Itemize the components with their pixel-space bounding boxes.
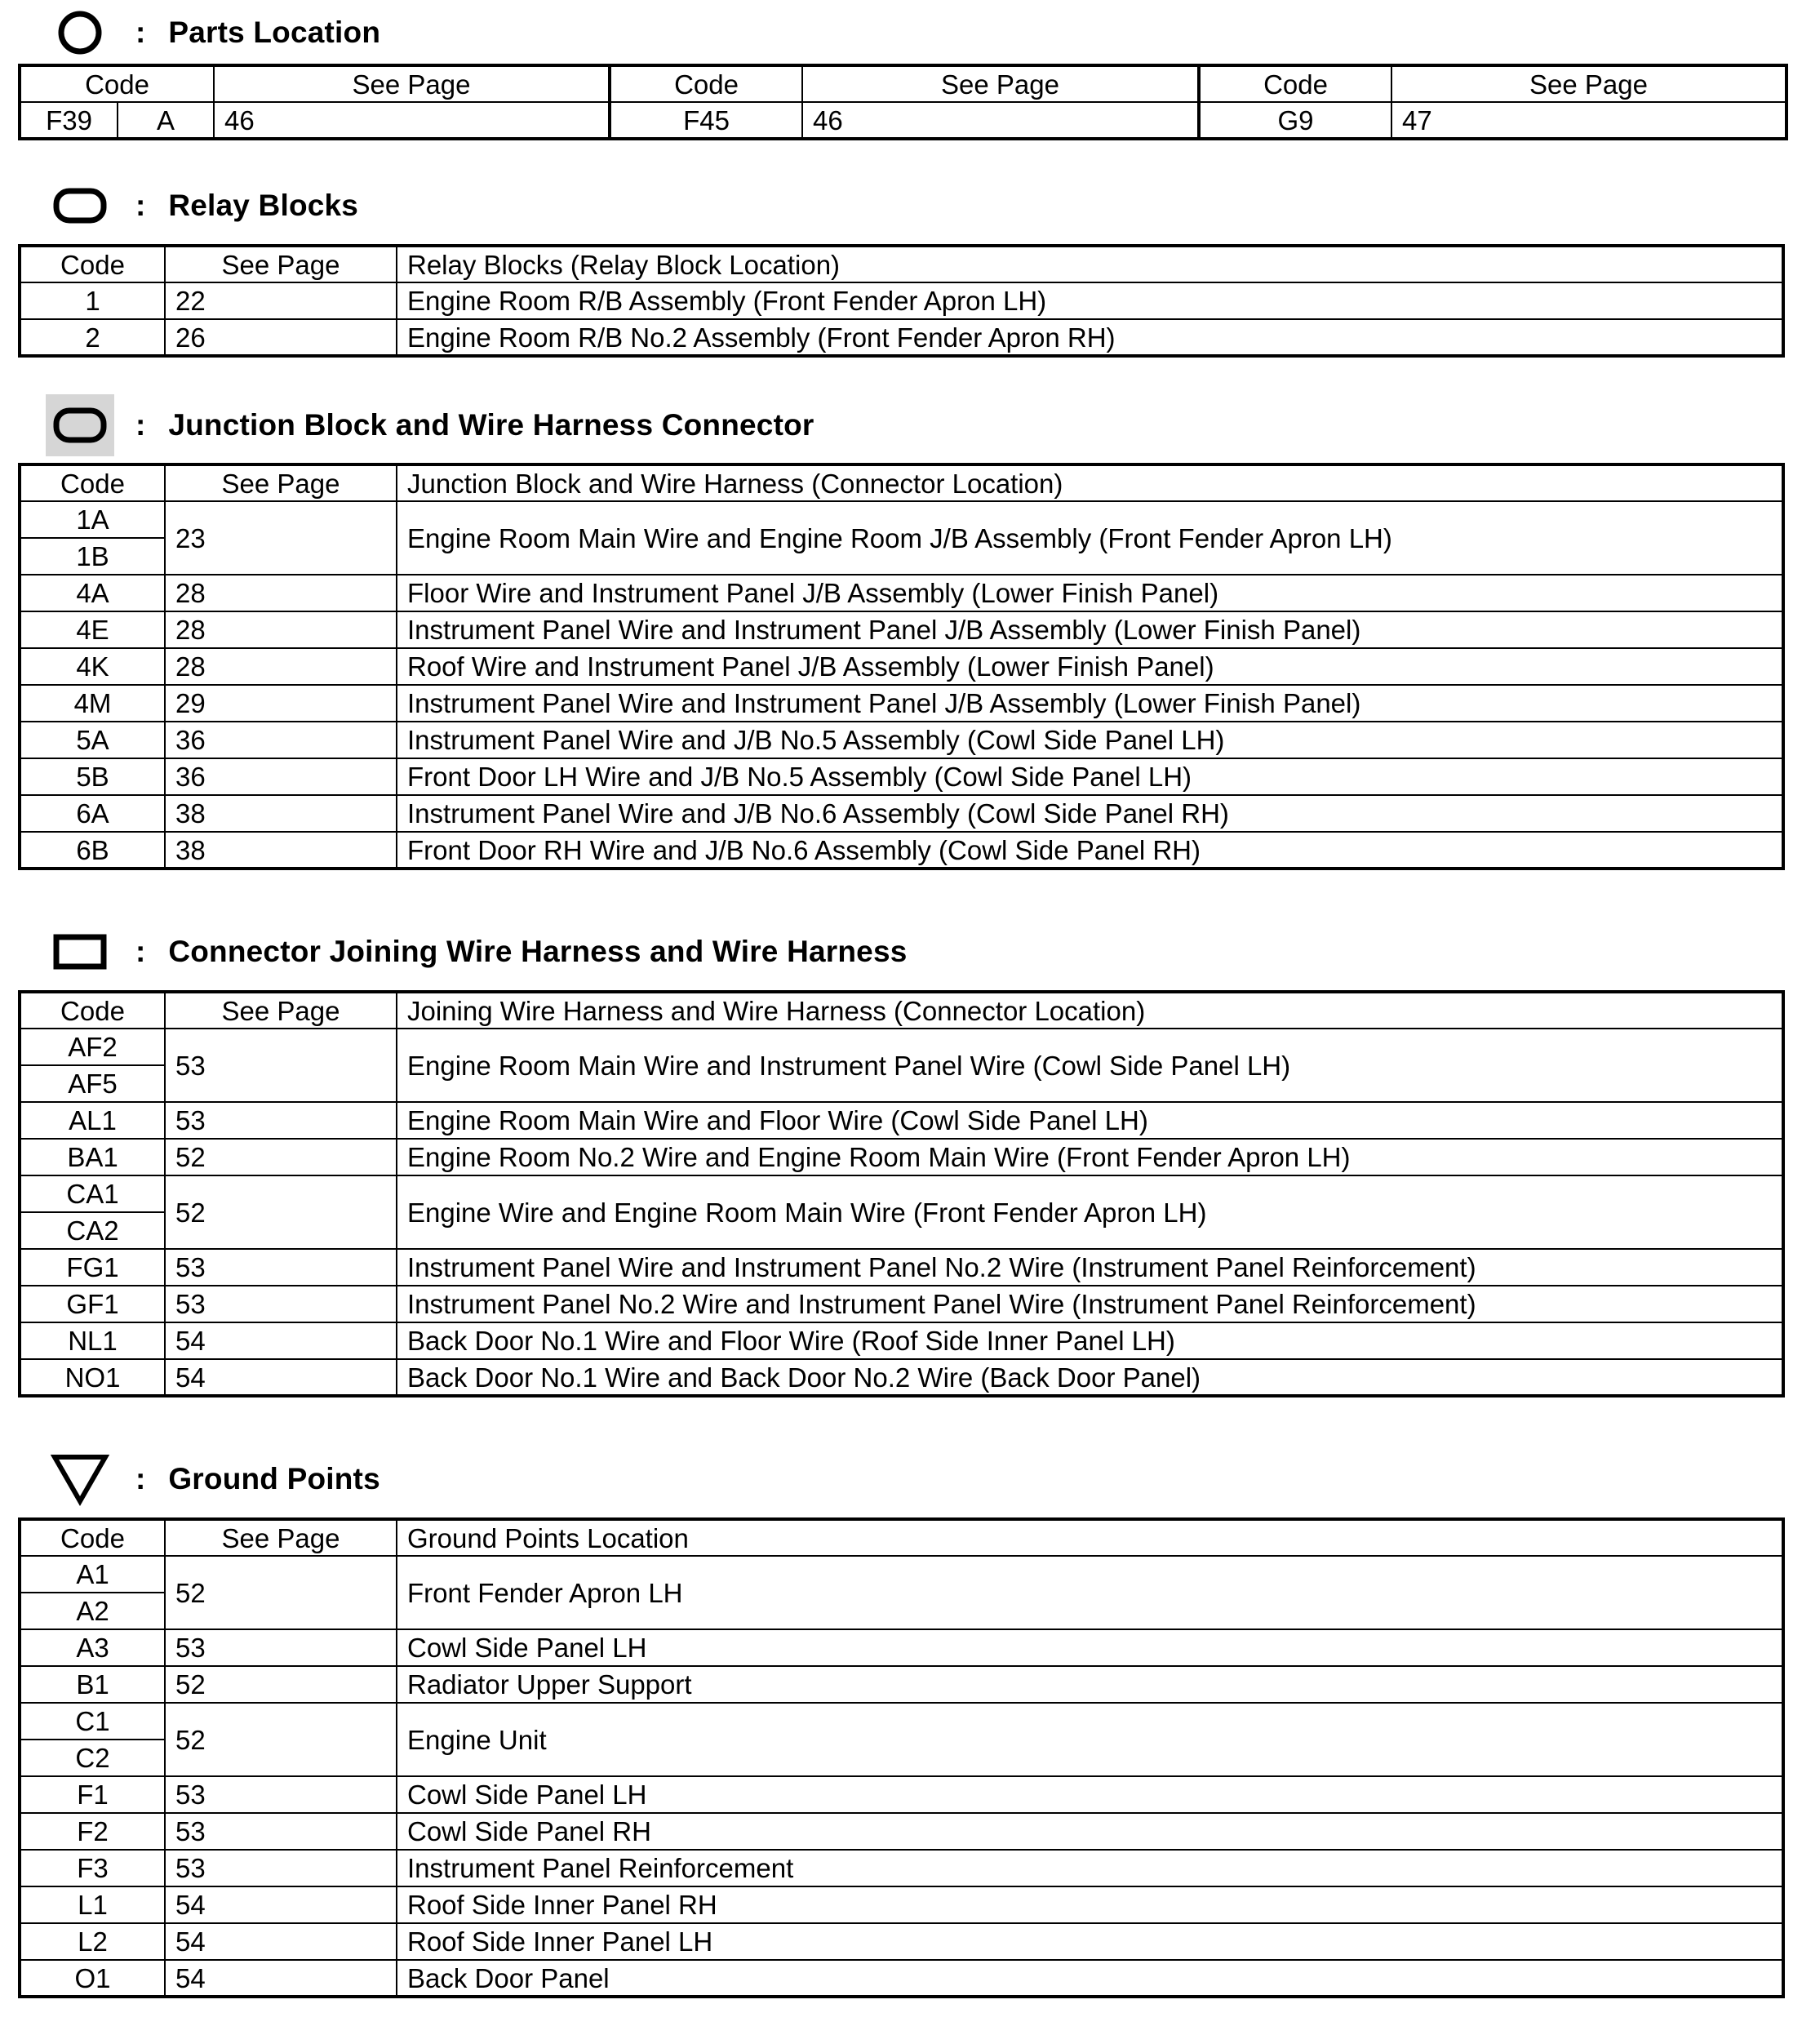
page-cell: 53 xyxy=(165,1850,397,1886)
description-cell: Back Door No.1 Wire and Back Door No.2 Wire (Back Door Panel) xyxy=(397,1359,1783,1396)
table-row xyxy=(20,1960,1783,1997)
code-cell: F2 xyxy=(20,1813,165,1850)
code-cell: 2 xyxy=(20,319,165,356)
table-row xyxy=(20,1322,1783,1359)
page-cell: 28 xyxy=(165,575,397,611)
page-cell: 29 xyxy=(165,685,397,722)
description-cell: Instrument Panel Wire and Instrument Panel No.2 Wire (Instrument Panel Reinforcement) xyxy=(397,1249,1783,1286)
table-row xyxy=(20,611,1783,648)
description-cell: Front Door RH Wire and J/B No.6 Assembly (Cowl Side Panel RH) xyxy=(397,832,1783,869)
shaded-rounded-rect-icon xyxy=(46,394,114,456)
description-cell: Front Fender Apron LH xyxy=(397,1556,1783,1629)
code-cell: F45 xyxy=(610,102,802,139)
description-cell: Instrument Panel Wire and Instrument Panel J/B Assembly (Lower Finish Panel) xyxy=(397,685,1783,722)
table-row xyxy=(20,1359,1783,1396)
table-row xyxy=(20,648,1783,685)
header-see-page: See Page xyxy=(802,65,1199,102)
relay-blocks-table xyxy=(18,244,1785,358)
table-row xyxy=(20,832,1783,869)
description-cell: Instrument Panel Wire and Instrument Panel J/B Assembly (Lower Finish Panel) xyxy=(397,611,1783,648)
table-header-row xyxy=(20,1519,1783,1556)
table-header-row xyxy=(20,246,1783,282)
code-cell: AF5 xyxy=(20,1065,165,1102)
table-row xyxy=(20,1629,1783,1666)
description-cell: Floor Wire and Instrument Panel J/B Assembly (Lower Finish Panel) xyxy=(397,575,1783,611)
page-cell: 52 xyxy=(165,1139,397,1175)
description-cell: Cowl Side Panel RH xyxy=(397,1813,1783,1850)
header-see-page: See Page xyxy=(165,246,397,282)
page-cell: 53 xyxy=(165,1776,397,1813)
table-row xyxy=(20,1139,1783,1175)
table-row xyxy=(20,1249,1783,1286)
description-cell: Engine Room R/B No.2 Assembly (Front Fender Apron RH) xyxy=(397,319,1783,356)
table-row xyxy=(20,575,1783,611)
description-cell: Engine Room Main Wire and Floor Wire (Cowl Side Panel LH) xyxy=(397,1102,1783,1139)
code-cell: AF2 xyxy=(20,1029,165,1065)
description-cell: Instrument Panel Wire and J/B No.6 Assembly (Cowl Side Panel RH) xyxy=(397,795,1783,832)
page-cell: 28 xyxy=(165,611,397,648)
header-code: Code xyxy=(20,1519,165,1556)
code-cell: 4M xyxy=(20,685,165,722)
description-cell: Roof Wire and Instrument Panel J/B Assembly (Lower Finish Panel) xyxy=(397,648,1783,685)
page-cell: 52 xyxy=(165,1556,397,1629)
code-cell: F39 xyxy=(20,102,118,139)
code-cell: 6A xyxy=(20,795,165,832)
description-cell: Back Door Panel xyxy=(397,1960,1783,1997)
code-cell: C1 xyxy=(20,1703,165,1740)
description-cell: Instrument Panel Reinforcement xyxy=(397,1850,1783,1886)
table-row xyxy=(20,685,1783,722)
description-cell: Engine Room No.2 Wire and Engine Room Main Wire (Front Fender Apron LH) xyxy=(397,1139,1783,1175)
code-cell: B1 xyxy=(20,1666,165,1703)
code-cell: CA2 xyxy=(20,1212,165,1249)
header-see-page: See Page xyxy=(1391,65,1786,102)
ground-points-title: Ground Points xyxy=(168,1462,380,1495)
code-cell: A3 xyxy=(20,1629,165,1666)
table-row xyxy=(20,758,1783,795)
page-cell: 53 xyxy=(165,1249,397,1286)
table-row xyxy=(20,722,1783,758)
description-cell: Engine Unit xyxy=(397,1703,1783,1776)
header-see-page: See Page xyxy=(165,464,397,501)
code-cell: CA1 xyxy=(20,1175,165,1212)
page-cell: 23 xyxy=(165,501,397,575)
code-cell: 4K xyxy=(20,648,165,685)
ground-points-header xyxy=(46,1446,380,1512)
relay-blocks-title: Relay Blocks xyxy=(168,189,359,222)
page-cell: 53 xyxy=(165,1629,397,1666)
page-cell: 28 xyxy=(165,648,397,685)
header-see-page: See Page xyxy=(165,1519,397,1556)
page-cell: 46 xyxy=(214,102,610,139)
junction-block-header xyxy=(46,393,814,458)
description-cell: Engine Room R/B Assembly (Front Fender Apron LH) xyxy=(397,282,1783,319)
page-cell: 53 xyxy=(165,1813,397,1850)
page-cell: 52 xyxy=(165,1175,397,1249)
page-cell: 53 xyxy=(165,1102,397,1139)
header-code: Code xyxy=(610,65,802,102)
code-cell: NL1 xyxy=(20,1322,165,1359)
code-cell: 1B xyxy=(20,538,165,575)
header-description: Relay Blocks (Relay Block Location) xyxy=(397,246,1783,282)
page-cell: 52 xyxy=(165,1703,397,1776)
code-cell: F1 xyxy=(20,1776,165,1813)
page-cell: 54 xyxy=(165,1923,397,1960)
rounded-rect-icon xyxy=(46,175,114,237)
description-cell: Engine Room Main Wire and Engine Room J/B Assembly (Front Fender Apron LH) xyxy=(397,501,1783,575)
circle-icon xyxy=(46,2,114,64)
description-cell: Radiator Upper Support xyxy=(397,1666,1783,1703)
page-cell: 47 xyxy=(1391,102,1786,139)
code-cell: G9 xyxy=(1199,102,1391,139)
description-cell: Cowl Side Panel LH xyxy=(397,1629,1783,1666)
junction-block-table xyxy=(18,463,1785,870)
page-cell: 38 xyxy=(165,832,397,869)
ground-points-colon: : xyxy=(135,1462,146,1495)
parts-location-title: Parts Location xyxy=(168,16,381,49)
page-cell: 46 xyxy=(802,102,1199,139)
table-row xyxy=(20,1556,1783,1593)
code-cell: L2 xyxy=(20,1923,165,1960)
description-cell: Instrument Panel No.2 Wire and Instrument Panel Wire (Instrument Panel Reinforcement) xyxy=(397,1286,1783,1322)
ground-points-table xyxy=(18,1517,1785,1998)
header-code: Code xyxy=(20,992,165,1029)
table-row xyxy=(20,319,1783,356)
header-description: Junction Block and Wire Harness (Connector Location) xyxy=(397,464,1783,501)
relay-blocks-header xyxy=(46,173,358,238)
table-row xyxy=(20,1175,1783,1212)
description-cell: Cowl Side Panel LH xyxy=(397,1776,1783,1813)
page-cell: 54 xyxy=(165,1359,397,1396)
description-cell: Front Door LH Wire and J/B No.5 Assembly (Cowl Side Panel LH) xyxy=(397,758,1783,795)
page-cell: 53 xyxy=(165,1286,397,1322)
page-cell: 54 xyxy=(165,1886,397,1923)
parts-location-colon: : xyxy=(135,16,146,49)
table-row xyxy=(20,1666,1783,1703)
description-cell: Engine Room Main Wire and Instrument Panel Wire (Cowl Side Panel LH) xyxy=(397,1029,1783,1102)
page-cell: 26 xyxy=(165,319,397,356)
code-cell: 5B xyxy=(20,758,165,795)
table-row xyxy=(20,1286,1783,1322)
code-cell: A1 xyxy=(20,1556,165,1593)
page-cell: 36 xyxy=(165,722,397,758)
header-code: Code xyxy=(20,246,165,282)
code-sub-cell: A xyxy=(118,102,214,139)
code-cell: 1A xyxy=(20,501,165,538)
table-row xyxy=(20,1703,1783,1740)
code-cell: GF1 xyxy=(20,1286,165,1322)
triangle-down-icon xyxy=(46,1448,114,1510)
connector-joining-header xyxy=(46,919,908,984)
description-cell: Back Door No.1 Wire and Floor Wire (Roof Side Inner Panel LH) xyxy=(397,1322,1783,1359)
description-cell: Roof Side Inner Panel LH xyxy=(397,1923,1783,1960)
connector-joining-colon: : xyxy=(135,935,146,968)
code-cell: C2 xyxy=(20,1740,165,1776)
table-row xyxy=(20,1102,1783,1139)
table-row xyxy=(20,102,1786,139)
description-cell: Engine Wire and Engine Room Main Wire (Front Fender Apron LH) xyxy=(397,1175,1783,1249)
parts-location-header xyxy=(46,0,380,65)
page-cell: 52 xyxy=(165,1666,397,1703)
code-cell: 4A xyxy=(20,575,165,611)
code-cell: FG1 xyxy=(20,1249,165,1286)
table-row xyxy=(20,1029,1783,1065)
page-cell: 54 xyxy=(165,1960,397,1997)
code-cell: BA1 xyxy=(20,1139,165,1175)
table-row xyxy=(20,1776,1783,1813)
table-row xyxy=(20,282,1783,319)
rectangle-icon xyxy=(46,921,114,983)
table-row xyxy=(20,795,1783,832)
header-description: Joining Wire Harness and Wire Harness (Connector Location) xyxy=(397,992,1783,1029)
page-cell: 36 xyxy=(165,758,397,795)
code-cell: L1 xyxy=(20,1886,165,1923)
page-cell: 54 xyxy=(165,1322,397,1359)
header-description: Ground Points Location xyxy=(397,1519,1783,1556)
parts-location-table xyxy=(18,64,1788,140)
page-cell: 53 xyxy=(165,1029,397,1102)
table-row xyxy=(20,501,1783,538)
code-cell: 6B xyxy=(20,832,165,869)
header-see-page: See Page xyxy=(214,65,610,102)
header-code: Code xyxy=(20,464,165,501)
code-cell: O1 xyxy=(20,1960,165,1997)
table-header-row xyxy=(20,464,1783,501)
table-header-row xyxy=(20,992,1783,1029)
page-cell: 22 xyxy=(165,282,397,319)
header-code: Code xyxy=(1199,65,1391,102)
table-row xyxy=(20,1886,1783,1923)
junction-block-title: Junction Block and Wire Harness Connector xyxy=(168,408,814,442)
description-cell: Roof Side Inner Panel RH xyxy=(397,1886,1783,1923)
code-cell: NO1 xyxy=(20,1359,165,1396)
table-header-row xyxy=(20,65,1786,102)
junction-block-colon: : xyxy=(135,408,146,442)
code-cell: F3 xyxy=(20,1850,165,1886)
header-code: Code xyxy=(20,65,214,102)
code-cell: 1 xyxy=(20,282,165,319)
connector-joining-title: Connector Joining Wire Harness and Wire Harness xyxy=(168,935,908,968)
code-cell: AL1 xyxy=(20,1102,165,1139)
header-see-page: See Page xyxy=(165,992,397,1029)
table-row xyxy=(20,1813,1783,1850)
relay-blocks-colon: : xyxy=(135,189,146,222)
table-row xyxy=(20,1850,1783,1886)
code-cell: A2 xyxy=(20,1593,165,1629)
table-row xyxy=(20,1923,1783,1960)
code-cell: 4E xyxy=(20,611,165,648)
connector-joining-table xyxy=(18,990,1785,1397)
description-cell: Instrument Panel Wire and J/B No.5 Assembly (Cowl Side Panel LH) xyxy=(397,722,1783,758)
page-cell: 38 xyxy=(165,795,397,832)
code-cell: 5A xyxy=(20,722,165,758)
